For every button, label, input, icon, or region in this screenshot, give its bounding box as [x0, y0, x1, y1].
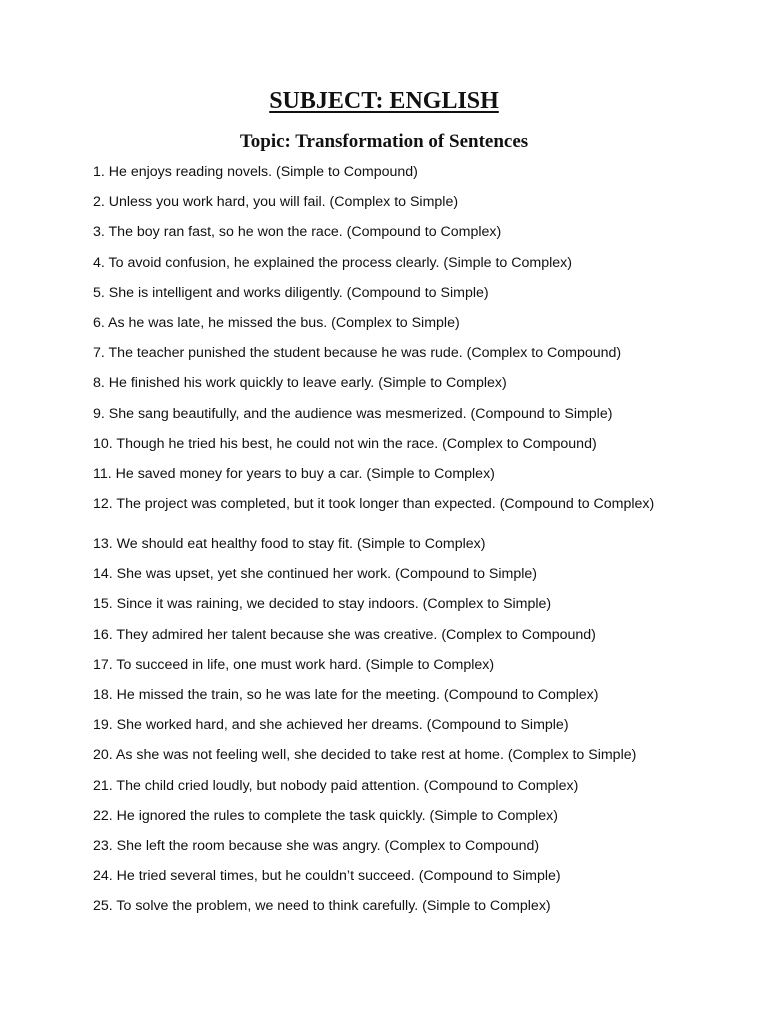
list-item: 18. He missed the train, so he was late for the meeting. (Compound to Complex) — [93, 687, 599, 703]
list-item: 20. As she was not feeling well, she decided to take rest at home. (Complex to Simple) — [93, 747, 637, 764]
list-item: 9. She sang beautifully, and the audience was mesmerized. (Compound to Simple) — [93, 405, 613, 422]
list-item: 13. We should eat healthy food to stay fit. (Simple to Complex) — [93, 536, 486, 553]
list-item: 12. The project was completed, but it took longer than expected. (Compound to Complex) — [93, 496, 655, 513]
list-item: 7. The teacher punished the student because he was rude. (Complex to Compound) — [93, 345, 622, 362]
list-item: 19. She worked hard, and she achieved her dreams. (Compound to Simple) — [93, 717, 569, 734]
list-item: 15. Since it was raining, we decided to stay indoors. (Complex to Simple) — [93, 596, 552, 613]
list-item: 22. He ignored the rules to complete the task quickly. (Simple to Complex) — [93, 807, 558, 824]
question-list — [93, 162, 673, 927]
list-item: 2. Unless you work hard, you will fail. (Complex to Simple) — [93, 194, 459, 211]
document-title: SUBJECT: ENGLISH — [269, 88, 499, 114]
list-item: 10. Though he tried his best, he could not win the race. (Complex to Compound) — [93, 435, 597, 452]
list-item: 5. She is intelligent and works diligently. (Compound to Simple) — [93, 284, 489, 301]
list-item: 11. He saved money for years to buy a car. (Simple to Complex) — [93, 465, 495, 482]
document-subtitle: Topic: Transformation of Sentences — [239, 131, 529, 152]
list-item: 8. He finished his work quickly to leave early. (Simple to Complex) — [93, 375, 507, 392]
list-item: 3. The boy ran fast, so he won the race. (Compound to Complex) — [93, 224, 502, 241]
list-item: 21. The child cried loudly, but nobody paid attention. (Compound to Complex) — [93, 777, 579, 794]
list-item: 16. They admired her talent because she was creative. (Complex to Compound) — [93, 626, 596, 643]
list-item: 1. He enjoys reading novels. (Simple to Compound) — [93, 164, 418, 180]
list-item: 23. She left the room because she was angry. (Complex to Compound) — [93, 837, 540, 854]
list-item: 25. To solve the problem, we need to think carefully. (Simple to Complex) — [93, 898, 551, 915]
list-item: 4. To avoid confusion, he explained the process clearly. (Simple to Complex) — [93, 254, 572, 271]
list-item: 6. As he was late, he missed the bus. (Complex to Simple) — [93, 314, 460, 331]
list-item: 17. To succeed in life, one must work hard. (Simple to Complex) — [93, 656, 495, 673]
list-item: 14. She was upset, yet she continued her work. (Compound to Simple) — [93, 566, 537, 583]
list-item: 24. He tried several times, but he couldn’t succeed. (Compound to Simple) — [93, 868, 561, 885]
